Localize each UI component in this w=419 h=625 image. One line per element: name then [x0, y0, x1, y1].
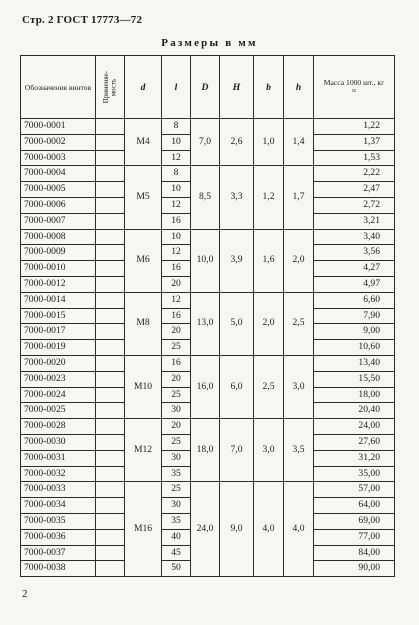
col-header-mass-label: Масса 1000 шт., кг — [323, 78, 385, 88]
designation-cell: 7000-0023 — [21, 371, 96, 387]
length-l-cell: 12 — [162, 245, 191, 261]
mass-cell: 20,40 — [314, 403, 395, 419]
mass-cell: 3,40 — [314, 229, 395, 245]
length-l-cell: 35 — [162, 513, 191, 529]
designation-cell: 7000-0031 — [21, 450, 96, 466]
slot-h-cell: 2,0 — [284, 229, 314, 292]
designation-cell: 7000-0037 — [21, 545, 96, 561]
length-l-cell: 16 — [162, 213, 191, 229]
length-l-cell: 16 — [162, 308, 191, 324]
designation-cell: 7000-0020 — [21, 355, 96, 371]
mass-cell: 1,37 — [314, 134, 395, 150]
table-row — [21, 119, 395, 135]
application-cell — [96, 119, 125, 135]
thread-d-cell: M16 — [125, 482, 162, 577]
length-l-cell: 8 — [162, 166, 191, 182]
mass-cell: 18,00 — [314, 387, 395, 403]
thread-d-cell: M5 — [125, 166, 162, 229]
head-H-cell: 3,9 — [220, 229, 254, 292]
col-header-application — [96, 56, 125, 119]
designation-cell: 7000-0015 — [21, 308, 96, 324]
col-header-H — [220, 56, 254, 119]
designation-cell: 7000-0009 — [21, 245, 96, 261]
application-cell — [96, 150, 125, 166]
slot-b-cell: 1,6 — [254, 229, 284, 292]
application-cell — [96, 513, 125, 529]
head-D-cell: 16,0 — [191, 355, 220, 418]
mass-cell: 1,53 — [314, 150, 395, 166]
mass-cell: 64,00 — [314, 498, 395, 514]
mass-cell: 2,72 — [314, 197, 395, 213]
mass-cell: 69,00 — [314, 513, 395, 529]
thread-d-cell: M10 — [125, 355, 162, 418]
mass-cell: 57,00 — [314, 482, 395, 498]
head-H-cell: 7,0 — [220, 419, 254, 482]
thread-d-cell: M6 — [125, 229, 162, 292]
length-l-cell: 25 — [162, 482, 191, 498]
application-cell — [96, 134, 125, 150]
slot-h-cell: 3,5 — [284, 419, 314, 482]
mass-cell: 3,56 — [314, 245, 395, 261]
mass-cell: 90,00 — [314, 561, 395, 577]
designation-cell: 7000-0014 — [21, 292, 96, 308]
application-cell — [96, 371, 125, 387]
length-l-cell: 30 — [162, 450, 191, 466]
slot-h-cell: 3,0 — [284, 355, 314, 418]
slot-b-cell: 3,0 — [254, 419, 284, 482]
mass-cell: 24,00 — [314, 419, 395, 435]
col-header-d-label: d — [140, 81, 146, 93]
head-D-cell: 13,0 — [191, 292, 220, 355]
designation-cell: 7000-0002 — [21, 134, 96, 150]
application-cell — [96, 355, 125, 371]
mass-cell: 4,27 — [314, 261, 395, 277]
slot-h-cell: 4,0 — [284, 482, 314, 577]
mass-cell: 2,47 — [314, 182, 395, 198]
designation-cell: 7000-0005 — [21, 182, 96, 198]
designation-cell: 7000-0024 — [21, 387, 96, 403]
table-header-row — [21, 56, 395, 119]
head-H-cell: 3,3 — [220, 166, 254, 229]
slot-h-cell: 2,5 — [284, 292, 314, 355]
mass-cell: 31,20 — [314, 450, 395, 466]
length-l-cell: 12 — [162, 197, 191, 213]
designation-cell: 7000-0012 — [21, 276, 96, 292]
length-l-cell: 25 — [162, 434, 191, 450]
col-header-b-label: b — [266, 81, 271, 93]
length-l-cell: 12 — [162, 292, 191, 308]
application-cell — [96, 498, 125, 514]
length-l-cell: 25 — [162, 387, 191, 403]
col-header-b — [254, 56, 284, 119]
application-cell — [96, 482, 125, 498]
application-cell — [96, 292, 125, 308]
table-row — [21, 482, 395, 498]
designation-cell: 7000-0030 — [21, 434, 96, 450]
application-cell — [96, 166, 125, 182]
mass-cell: 15,50 — [314, 371, 395, 387]
length-l-cell: 10 — [162, 134, 191, 150]
application-cell — [96, 434, 125, 450]
slot-h-cell: 1,7 — [284, 166, 314, 229]
length-l-cell: 20 — [162, 324, 191, 340]
application-cell — [96, 561, 125, 577]
page-header: Стр. 2 ГОСТ 17773—72 — [22, 14, 143, 26]
application-cell — [96, 197, 125, 213]
thread-d-cell: M8 — [125, 292, 162, 355]
application-cell — [96, 308, 125, 324]
head-D-cell: 18,0 — [191, 419, 220, 482]
designation-cell: 7000-0034 — [21, 498, 96, 514]
designation-cell: 7000-0033 — [21, 482, 96, 498]
length-l-cell: 35 — [162, 466, 191, 482]
mass-cell: 1,22 — [314, 119, 395, 135]
length-l-cell: 10 — [162, 182, 191, 198]
designation-cell: 7000-0032 — [21, 466, 96, 482]
slot-b-cell: 4,0 — [254, 482, 284, 577]
thread-d-cell: M12 — [125, 419, 162, 482]
col-header-designation — [21, 56, 96, 119]
designation-cell: 7000-0010 — [21, 261, 96, 277]
mass-cell: 4,97 — [314, 276, 395, 292]
length-l-cell: 10 — [162, 229, 191, 245]
application-cell — [96, 324, 125, 340]
col-header-l-label: l — [174, 81, 178, 93]
head-H-cell: 5,0 — [220, 292, 254, 355]
col-header-mass — [314, 56, 395, 119]
mass-cell: 13,40 — [314, 355, 395, 371]
designation-cell: 7000-0007 — [21, 213, 96, 229]
designation-cell: 7000-0006 — [21, 197, 96, 213]
application-cell — [96, 387, 125, 403]
mass-cell: 35,00 — [314, 466, 395, 482]
application-cell — [96, 276, 125, 292]
application-cell — [96, 529, 125, 545]
designation-cell: 7000-0008 — [21, 229, 96, 245]
application-cell — [96, 340, 125, 356]
application-cell — [96, 229, 125, 245]
application-cell — [96, 261, 125, 277]
length-l-cell: 20 — [162, 419, 191, 435]
slot-b-cell: 2,5 — [254, 355, 284, 418]
designation-cell: 7000-0017 — [21, 324, 96, 340]
head-H-cell: 2,6 — [220, 119, 254, 166]
designation-cell: 7000-0025 — [21, 403, 96, 419]
length-l-cell: 50 — [162, 561, 191, 577]
mass-cell: 6,60 — [314, 292, 395, 308]
length-l-cell: 20 — [162, 276, 191, 292]
head-D-cell: 8,5 — [191, 166, 220, 229]
length-l-cell: 30 — [162, 403, 191, 419]
col-header-D-label: D — [201, 81, 209, 93]
application-cell — [96, 450, 125, 466]
col-header-D — [191, 56, 220, 119]
mass-cell: 9,00 — [314, 324, 395, 340]
table-row — [21, 355, 395, 371]
application-cell — [96, 403, 125, 419]
table-row — [21, 229, 395, 245]
head-D-cell: 10,0 — [191, 229, 220, 292]
designation-cell: 7000-0004 — [21, 166, 96, 182]
application-cell — [96, 419, 125, 435]
head-D-cell: 24,0 — [191, 482, 220, 577]
head-H-cell: 9,0 — [220, 482, 254, 577]
screw-dimensions-table — [20, 55, 395, 577]
designation-cell: 7000-0035 — [21, 513, 96, 529]
col-header-h — [284, 56, 314, 119]
slot-b-cell: 2,0 — [254, 292, 284, 355]
application-cell — [96, 182, 125, 198]
length-l-cell: 20 — [162, 371, 191, 387]
mass-cell: 77,00 — [314, 529, 395, 545]
mass-cell: 3,21 — [314, 213, 395, 229]
designation-cell: 7000-0028 — [21, 419, 96, 435]
length-l-cell: 25 — [162, 340, 191, 356]
col-header-application-label: Применяе- мость — [101, 70, 117, 104]
application-cell — [96, 545, 125, 561]
length-l-cell: 45 — [162, 545, 191, 561]
designation-cell: 7000-0036 — [21, 529, 96, 545]
col-header-h-label: h — [295, 81, 302, 93]
slot-b-cell: 1,0 — [254, 119, 284, 166]
application-cell — [96, 245, 125, 261]
thread-d-cell: M4 — [125, 119, 162, 166]
application-cell — [96, 213, 125, 229]
designation-cell: 7000-0019 — [21, 340, 96, 356]
mass-cell: 2,22 — [314, 166, 395, 182]
table-body — [21, 119, 395, 577]
designation-cell: 7000-0038 — [21, 561, 96, 577]
head-H-cell: 6,0 — [220, 355, 254, 418]
mass-cell: 10,60 — [314, 340, 395, 356]
length-l-cell: 12 — [162, 150, 191, 166]
page-number: 2 — [22, 588, 28, 600]
slot-b-cell: 1,2 — [254, 166, 284, 229]
mass-cell: 84,00 — [314, 545, 395, 561]
col-header-H-label: H — [232, 81, 241, 93]
designation-cell: 7000-0003 — [21, 150, 96, 166]
length-l-cell: 8 — [162, 119, 191, 135]
col-header-d — [125, 56, 162, 119]
length-l-cell: 40 — [162, 529, 191, 545]
mass-cell: 27,60 — [314, 434, 395, 450]
table-row — [21, 419, 395, 435]
col-header-l — [162, 56, 191, 119]
designation-cell: 7000-0001 — [21, 119, 96, 135]
table-row — [21, 166, 395, 182]
length-l-cell: 16 — [162, 355, 191, 371]
col-header-designation-label: Обозначения винтов — [24, 82, 92, 92]
col-header-mass-approx: ≈ — [351, 86, 357, 95]
length-l-cell: 16 — [162, 261, 191, 277]
length-l-cell: 30 — [162, 498, 191, 514]
slot-h-cell: 1,4 — [284, 119, 314, 166]
table-subtitle: Размеры в мм — [161, 37, 258, 49]
application-cell — [96, 466, 125, 482]
table-row — [21, 292, 395, 308]
mass-cell: 7,90 — [314, 308, 395, 324]
head-D-cell: 7,0 — [191, 119, 220, 166]
